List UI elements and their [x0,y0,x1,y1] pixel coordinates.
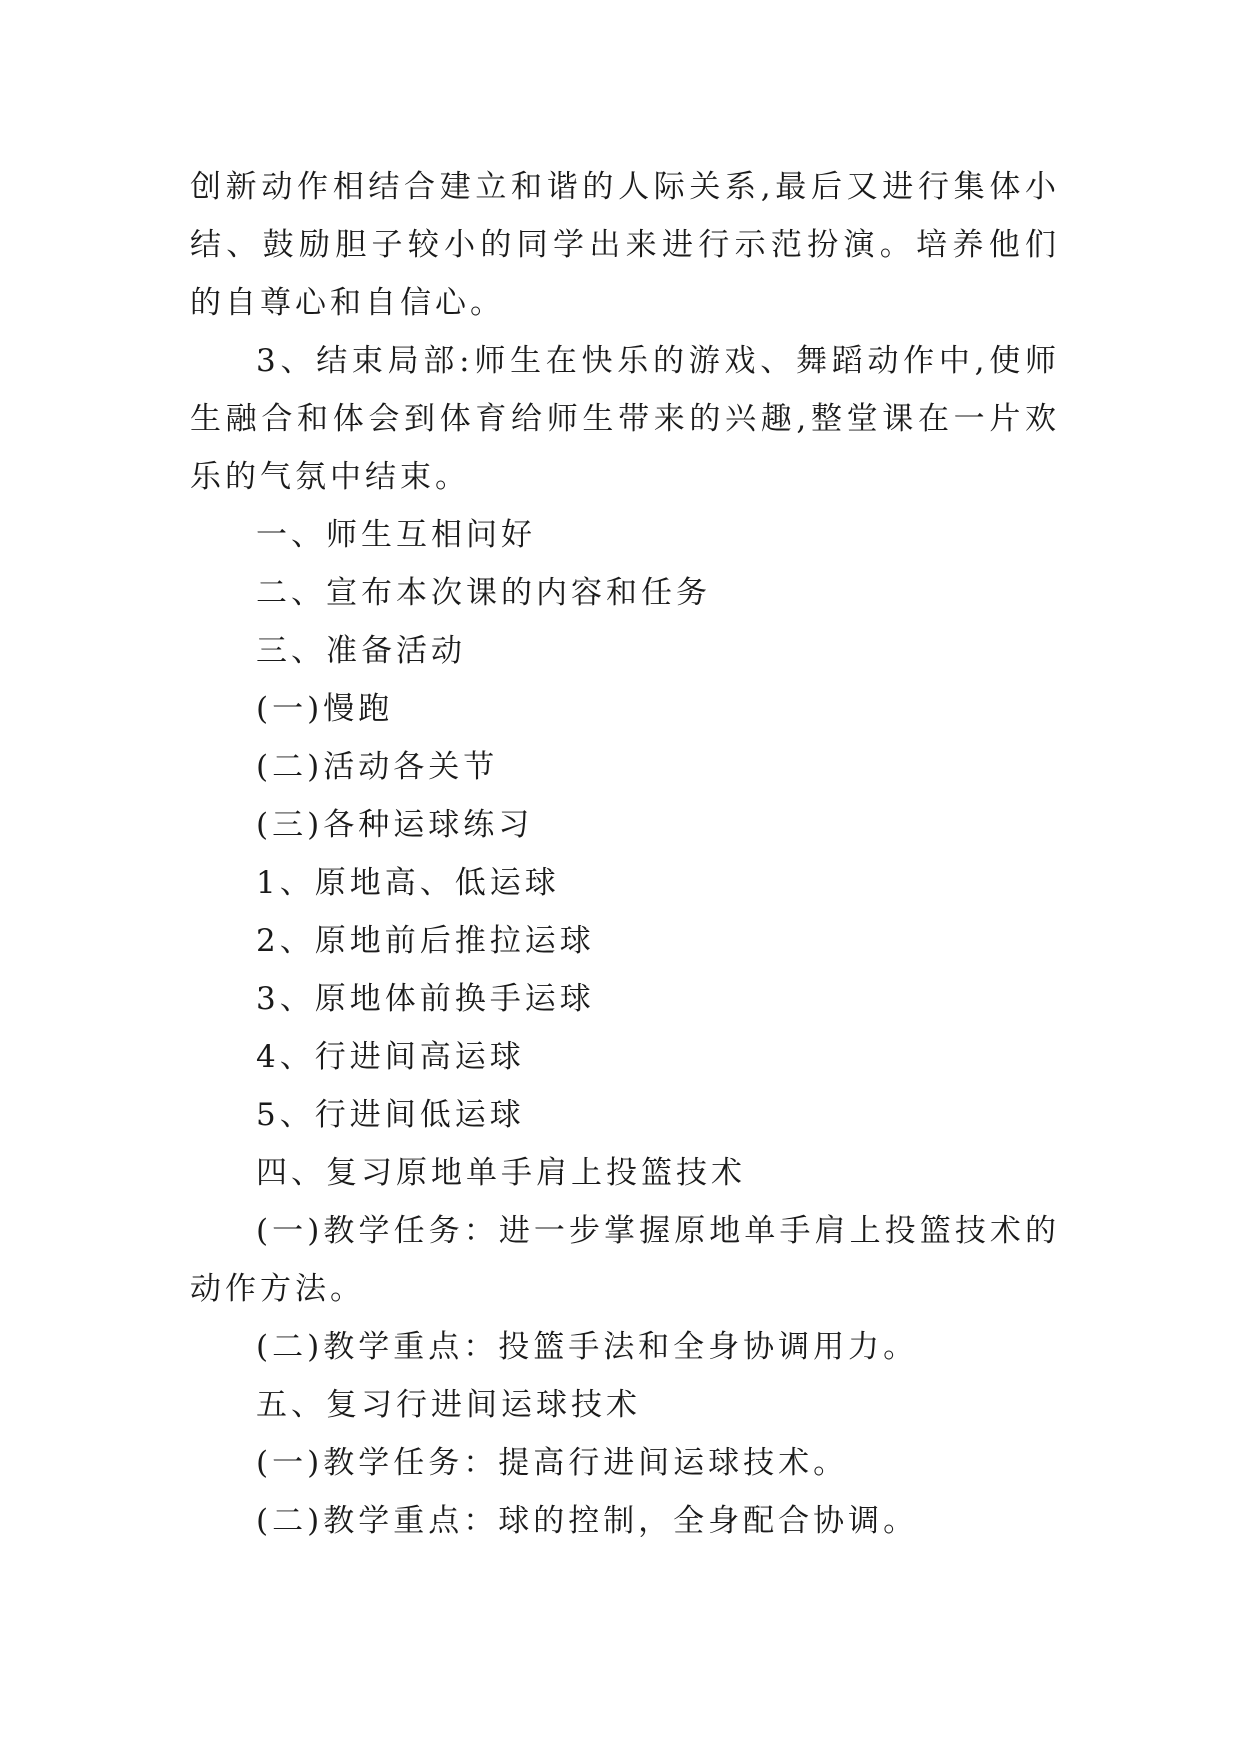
dribble-focus: (二)教学重点：球的控制，全身配合协调。 [256,1503,919,1539]
list-item-joints: (二)活动各关节 [256,749,499,785]
paragraph-2: 3、结束局部:师生在快乐的游戏、舞蹈动作中,使师生融合和体会到体育给师生带来的兴趣,整堂课在一片欢乐的气氛中结束。 [190,343,1060,495]
document-body [190,158,1060,1550]
list-item-jog: (一)慢跑 [256,691,394,727]
heading-dribble-review: 五、复习行进间运球技术 [256,1387,641,1423]
list-item-dribble-4: 4、行进间高运球 [256,1039,525,1075]
shooting-task: (一)教学任务：进一步掌握原地单手肩上投篮技术的动作方法。 [190,1213,1060,1307]
list-item-dribble-5: 5、行进间低运球 [256,1097,525,1133]
list-item-dribble-2: 2、原地前后推拉运球 [256,923,595,959]
heading-greeting: 一、师生互相问好 [256,517,536,553]
heading-announce: 二、宣布本次课的内容和任务 [256,575,711,611]
list-item-dribble-3: 3、原地体前换手运球 [256,981,595,1017]
dribble-task: (一)教学任务：提高行进间运球技术。 [256,1445,849,1481]
heading-shooting-review: 四、复习原地单手肩上投篮技术 [256,1155,746,1191]
heading-warmup: 三、准备活动 [256,633,466,669]
paragraph-1: 创新动作相结合建立和谐的人际关系,最后又进行集体小结、鼓励胆子较小的同学出来进行示范扮演。培养他们的自尊心和自信心。 [190,169,1060,321]
shooting-focus: (二)教学重点：投篮手法和全身协调用力。 [256,1329,919,1365]
list-item-dribble-drills: (三)各种运球练习 [256,807,534,843]
list-item-dribble-1: 1、原地高、低运球 [256,865,560,901]
